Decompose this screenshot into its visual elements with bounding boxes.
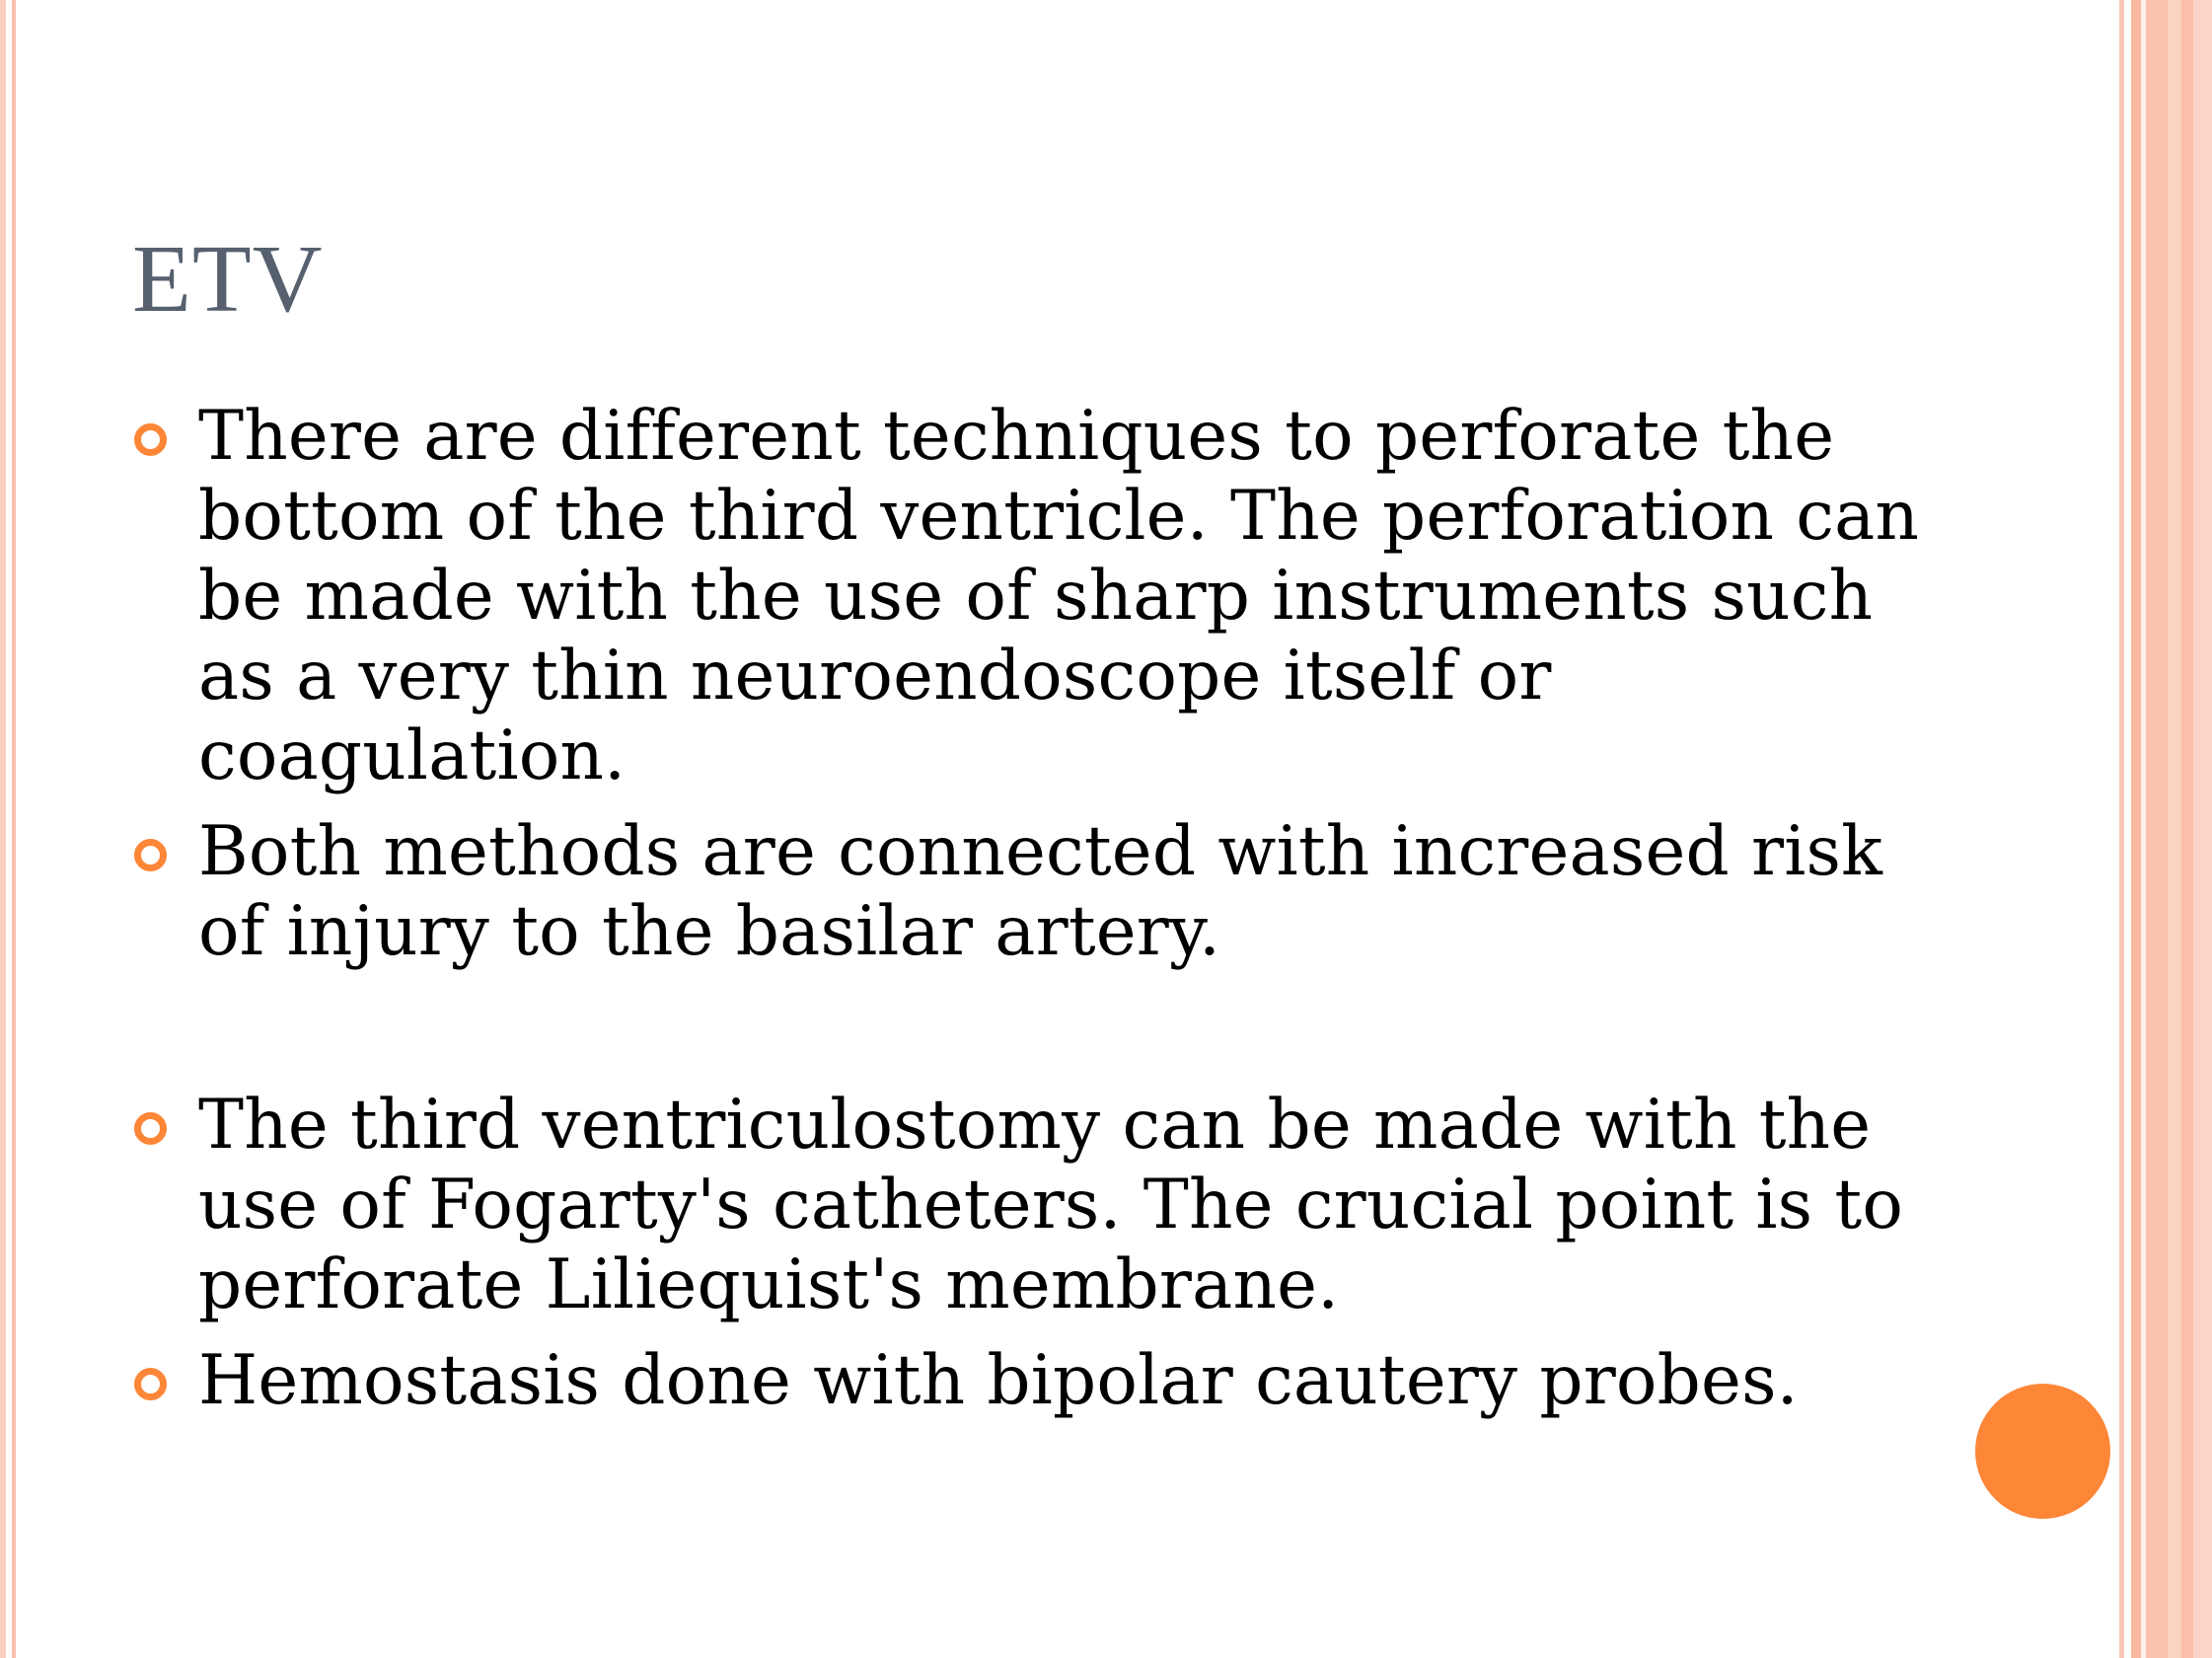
right-decorative-stripe bbox=[2193, 0, 2212, 1658]
bullet-item bbox=[133, 397, 2033, 796]
bullet-text-line: The third ventriculostomy can be made with the bbox=[198, 1086, 1872, 1165]
left-decorative-stripe bbox=[0, 0, 6, 1658]
bullet-item bbox=[133, 1341, 1968, 1421]
right-decorative-stripe bbox=[2146, 0, 2168, 1658]
right-decorative-stripe bbox=[2168, 0, 2181, 1658]
bullet-circle-icon bbox=[134, 423, 167, 456]
bullet-text-line: There are different techniques to perforate the bbox=[198, 397, 1835, 476]
right-decorative-stripe bbox=[2131, 0, 2141, 1658]
bullet-item bbox=[133, 812, 1968, 972]
bullet-text-line: bottom of the third ventricle. The perforation can bbox=[198, 477, 1920, 556]
right-decorative-stripe bbox=[2119, 0, 2124, 1658]
bullet-text-line: as a very thin neuroendoscope itself or bbox=[198, 637, 1552, 716]
bullet-circle-icon bbox=[134, 1112, 167, 1145]
bullet-text-line: perforate Liliequist's membrane. bbox=[198, 1245, 1340, 1324]
decorative-orange-circle bbox=[1975, 1384, 2110, 1519]
bullet-circle-icon bbox=[134, 839, 167, 871]
bullet-item bbox=[133, 1086, 1968, 1325]
right-decorative-stripe bbox=[2181, 0, 2193, 1658]
bullet-text-line: Both methods are connected with increased risk bbox=[198, 812, 1883, 891]
bullet-text-line: of injury to the basilar artery. bbox=[198, 892, 1221, 971]
left-decorative-stripe-inner bbox=[12, 0, 16, 1658]
bullet-text-line: be made with the use of sharp instruments such bbox=[198, 557, 1874, 636]
bullet-text-line: coagulation. bbox=[198, 716, 627, 795]
bullet-list bbox=[133, 397, 1968, 1421]
bullet-text-line: Hemostasis done with bipolar cautery probes. bbox=[198, 1341, 1799, 1420]
bullet-circle-icon bbox=[134, 1368, 167, 1400]
slide-title: ETV bbox=[132, 226, 324, 333]
bullet-text-line: use of Fogarty's catheters. The crucial point is to bbox=[198, 1166, 1904, 1244]
